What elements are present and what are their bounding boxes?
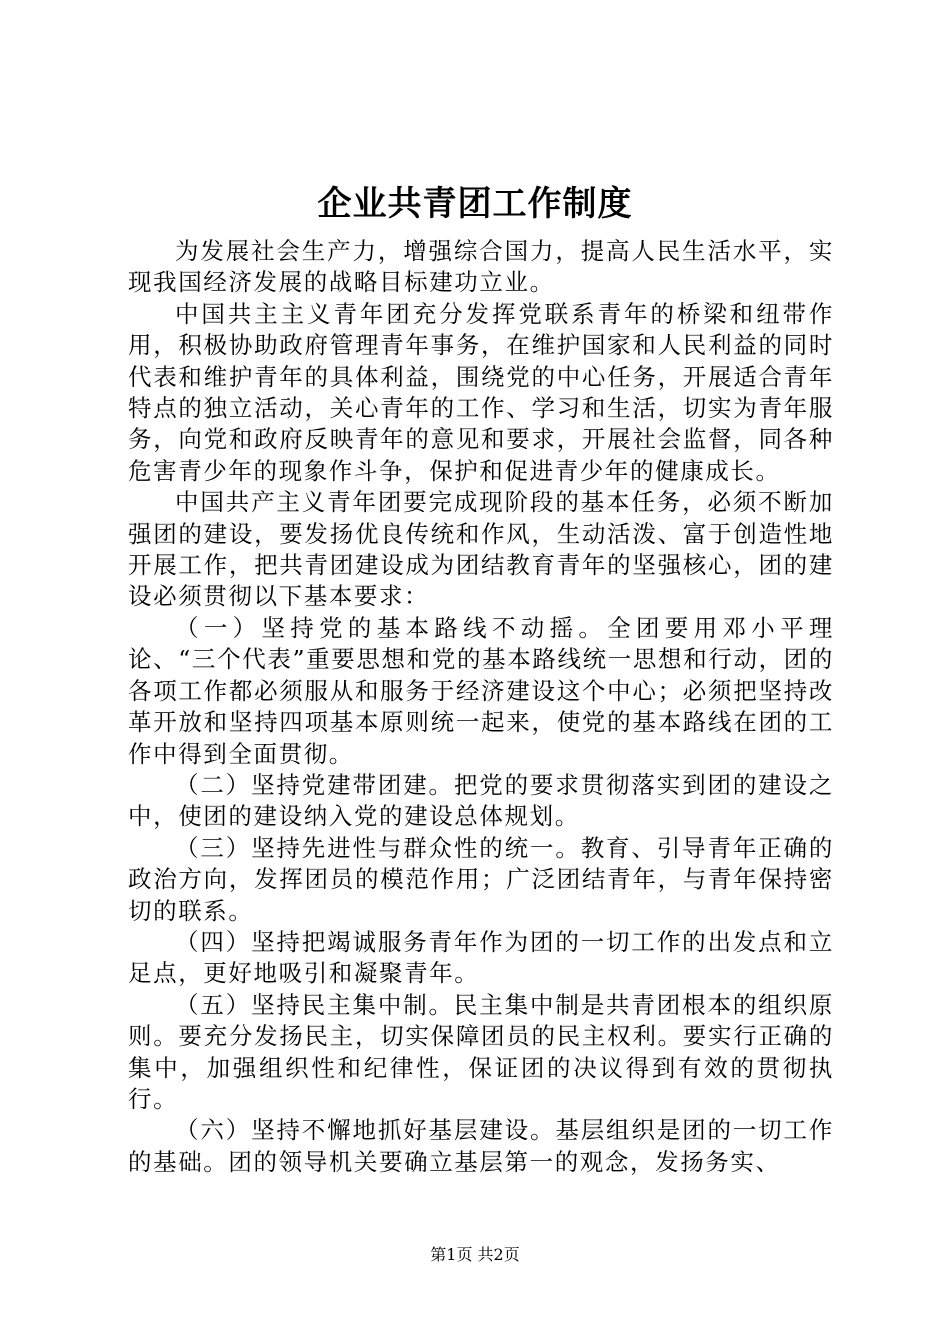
paragraph: （四）坚持把竭诚服务青年作为团的一切工作的出发点和立足点，更好地吸引和凝聚青年。: [128, 927, 834, 988]
page-footer: 第1页 共2页: [430, 1245, 520, 1264]
document-body: [128, 236, 834, 1178]
paragraph: （二）坚持党建带团建。把党的要求贯彻落实到团的建设之中，使团的建设纳入党的建设总体规划。: [128, 770, 834, 831]
paragraph: 中国共主主义青年团充分发挥党联系青年的桥梁和纽带作用，积极协助政府管理青年事务，在维护国家和人民利益的同时代表和维护青年的具体利益，围绕党的中心任务，开展适合青年特点的独立活动，关心青年的工作、学习和生活，切实为青年服务，向党和政府反映青年的意见和要求，开展社会监督，同各种危害青少年的现象作斗争，保护和促进青少年的健康成长。: [128, 299, 834, 485]
paragraph: （三）坚持先进性与群众性的统一。教育、引导青年正确的政治方向，发挥团员的模范作用；广泛团结青年，与青年保持密切的联系。: [128, 833, 834, 925]
paragraph: 为发展社会生产力，增强综合国力，提高人民生活水平，实现我国经济发展的战略目标建功立业。: [128, 237, 834, 297]
paragraph: （一）坚持党的基本路线不动摇。全团要用邓小平理论、“三个代表”重要思想和党的基本路线统一思想和行动，团的各项工作都必须服从和服务于经济建设这个中心；必须把坚持改革开放和坚持四项基本原则统一起来，使党的基本路线在团的工作中得到全面贯彻。: [128, 613, 834, 768]
paragraph: 中国共产主义青年团要完成现阶段的基本任务，必须不断加强团的建设，要发扬优良传统和作风，生动活泼、富于创造性地开展工作，把共青团建设成为团结教育青年的坚强核心，团的建设必须贯彻以下基本要求：: [128, 488, 834, 611]
document-title: 企业共青团工作制度: [317, 184, 633, 224]
paragraph: （六）坚持不懈地抓好基层建设。基层组织是团的一切工作的基础。团的领导机关要确立基层第一的观念，发扬务实、: [128, 1116, 834, 1176]
paragraph: （五）坚持民主集中制。民主集中制是共青团根本的组织原则。要充分发扬民主，切实保障团员的民主权利。要实行正确的集中，加强组织性和纪律性，保证团的决议得到有效的贯彻执行。: [128, 990, 834, 1113]
